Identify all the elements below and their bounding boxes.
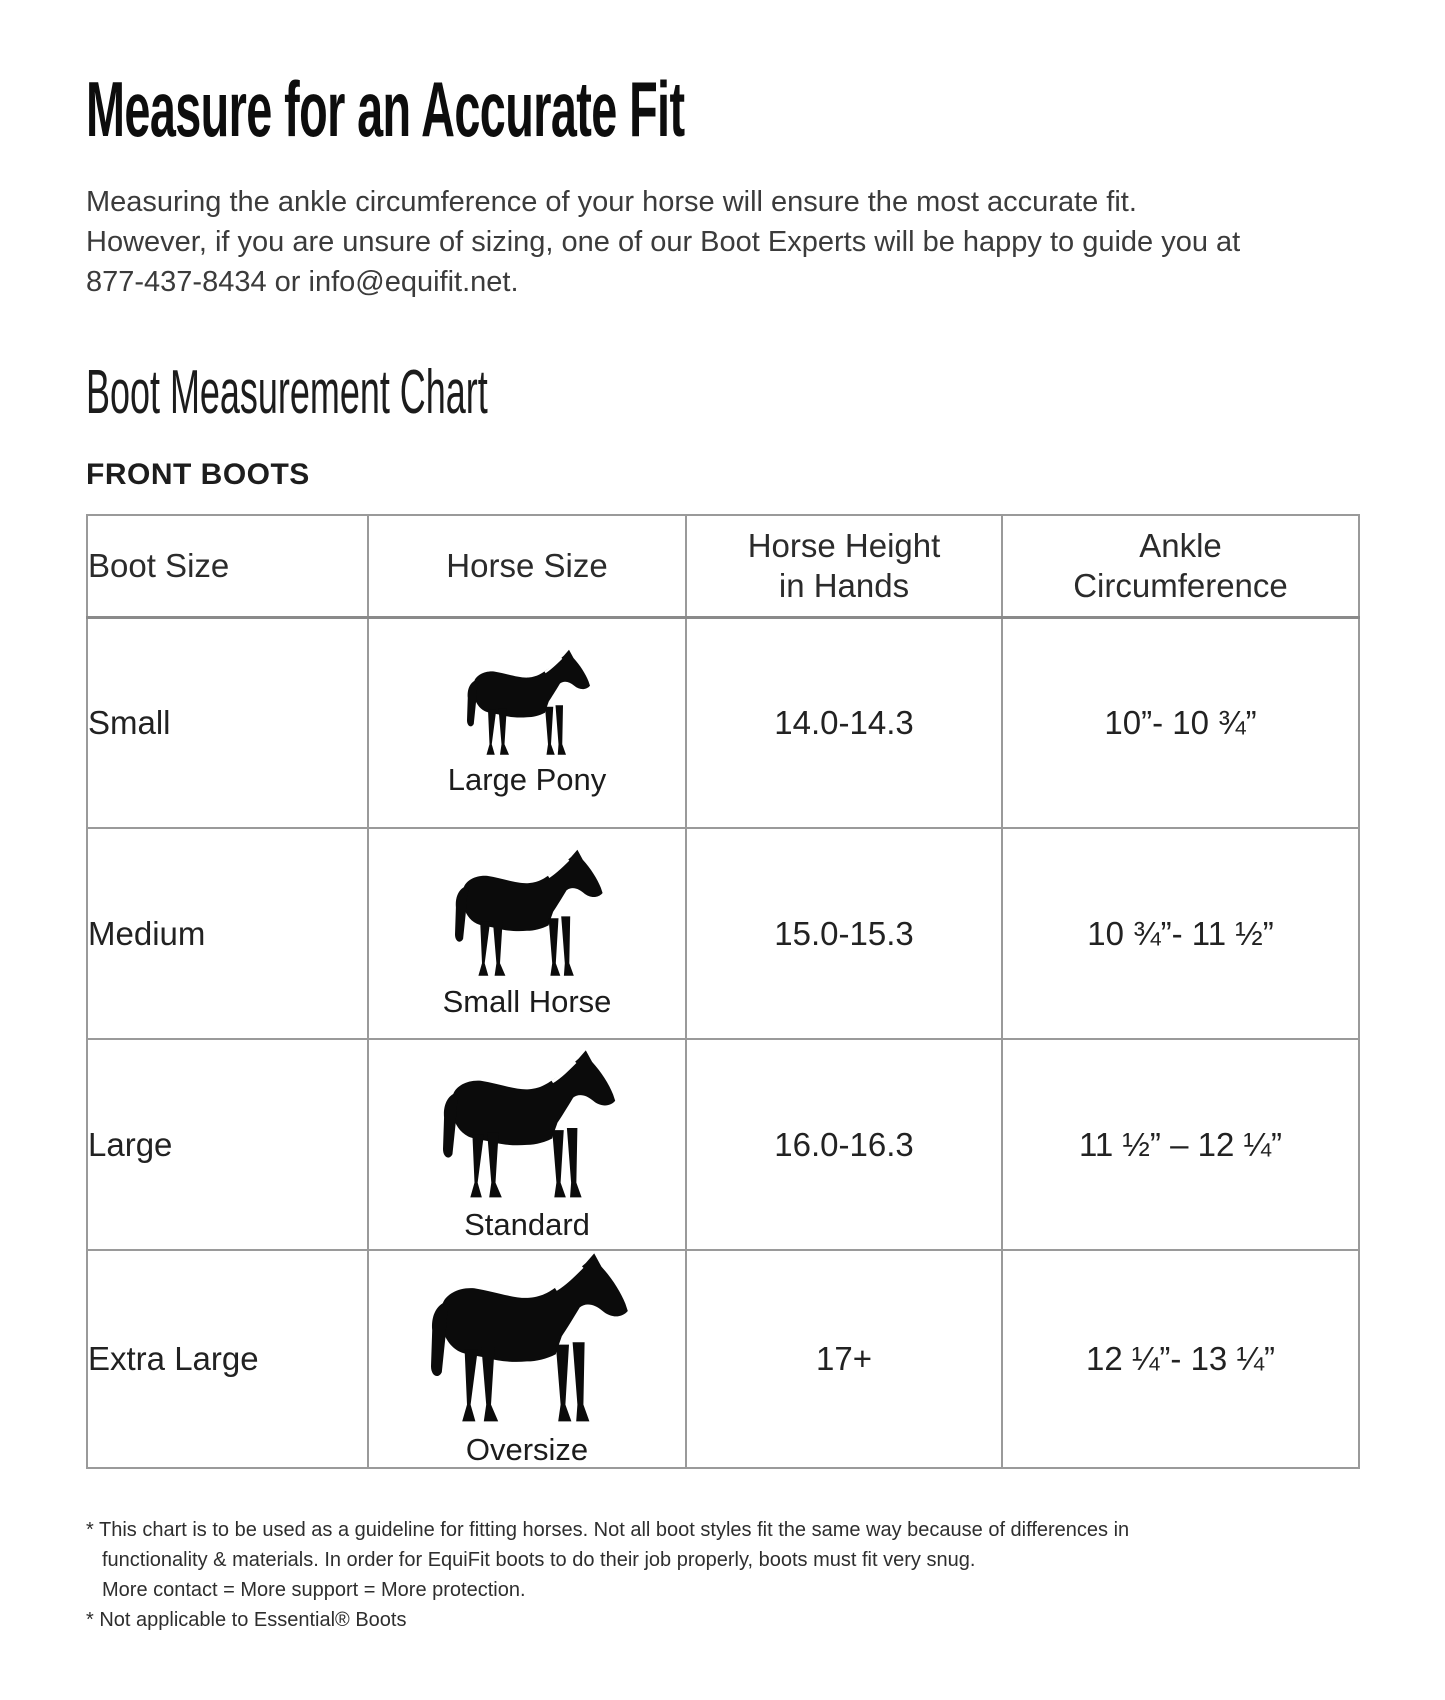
column-header-text: Circumference — [1073, 566, 1288, 604]
horse-size-content — [369, 848, 685, 1019]
horse-height-cell: 14.0-14.3 — [686, 617, 1002, 828]
footnotes — [86, 1515, 1156, 1635]
footnote-contact: More contact = More support = More protection. — [102, 1579, 526, 1601]
boot-size-cell: Large — [87, 1039, 368, 1250]
ankle-circumference-cell: 10”- 10 ¾” — [1002, 617, 1359, 828]
intro-paragraph: Measuring the ankle circumference of your horse will ensure the most accurate fit. However, if you are unsure of sizing, one of our Boot Experts will be happy to guide you at 877-437-8434 or info@equifit.net. — [86, 186, 1241, 298]
boot-measurement-table — [86, 514, 1360, 1469]
ankle-circumference-cell: 12 ¼”- 13 ¼” — [1002, 1250, 1359, 1468]
horse-silhouette-icon — [422, 1048, 632, 1206]
chart-heading-text: Boot Measurement Chart — [86, 358, 488, 427]
horse-size-cell — [368, 1250, 686, 1468]
horse-size-cell — [368, 1039, 686, 1250]
footnote-guideline: * This chart is to be used as a guideline for fitting horses. Not all boot styles fit the same way because of differences in functionality & materials. In order for EquiFit boots to do their job properly, boots must fit very snug. — [86, 1519, 1130, 1571]
ankle-circumference-cell: 11 ½” – 12 ¼” — [1002, 1039, 1359, 1250]
table-row-large — [87, 1039, 1359, 1250]
horse-size-label: Oversize — [465, 1432, 589, 1467]
horse-height-cell: 15.0-15.3 — [686, 828, 1002, 1039]
boot-size-cell: Extra Large — [87, 1250, 368, 1468]
column-header-text: Horse Height — [747, 526, 941, 564]
table-row-extra-large — [87, 1250, 1359, 1468]
column-header-text: in Hands — [778, 566, 910, 604]
horse-size-content — [369, 1048, 685, 1242]
column-header-text: Horse Size — [446, 546, 608, 584]
horse-silhouette-icon — [452, 648, 602, 761]
table-row-small — [87, 617, 1359, 828]
column-header-text: Boot Size — [88, 546, 230, 584]
table-row-medium — [87, 828, 1359, 1039]
column-header-boot-size — [87, 515, 368, 617]
page-title — [86, 65, 1360, 153]
horse-size-cell — [368, 828, 686, 1039]
footnote-essential: * Not applicable to Essential® Boots — [86, 1609, 407, 1631]
horse-size-content — [369, 1251, 685, 1467]
ankle-circumference-cell: 10 ¾”- 11 ½” — [1002, 828, 1359, 1039]
horse-size-content — [369, 648, 685, 797]
horse-height-cell: 16.0-16.3 — [686, 1039, 1002, 1250]
horse-size-label: Large Pony — [447, 762, 607, 798]
horse-silhouette-icon — [407, 1251, 647, 1431]
horse-size-label: Standard — [464, 1206, 590, 1242]
section-heading-front-boots: FRONT BOOTS — [86, 458, 310, 491]
column-header-text: Ankle — [1139, 526, 1222, 564]
page-title-text: Measure for an Accurate Fit — [86, 65, 685, 153]
horse-height-cell: 17+ — [686, 1250, 1002, 1468]
boot-size-cell: Medium — [87, 828, 368, 1039]
column-header-horse-height — [686, 515, 1002, 617]
column-header-horse-size — [368, 515, 686, 617]
table-header-row — [87, 515, 1359, 617]
horse-silhouette-icon — [437, 848, 617, 983]
column-header-ankle-circumference — [1002, 515, 1359, 617]
horse-size-label: Small Horse — [442, 984, 612, 1019]
chart-heading — [86, 358, 1360, 427]
horse-size-cell — [368, 617, 686, 828]
boot-size-cell: Small — [87, 617, 368, 828]
